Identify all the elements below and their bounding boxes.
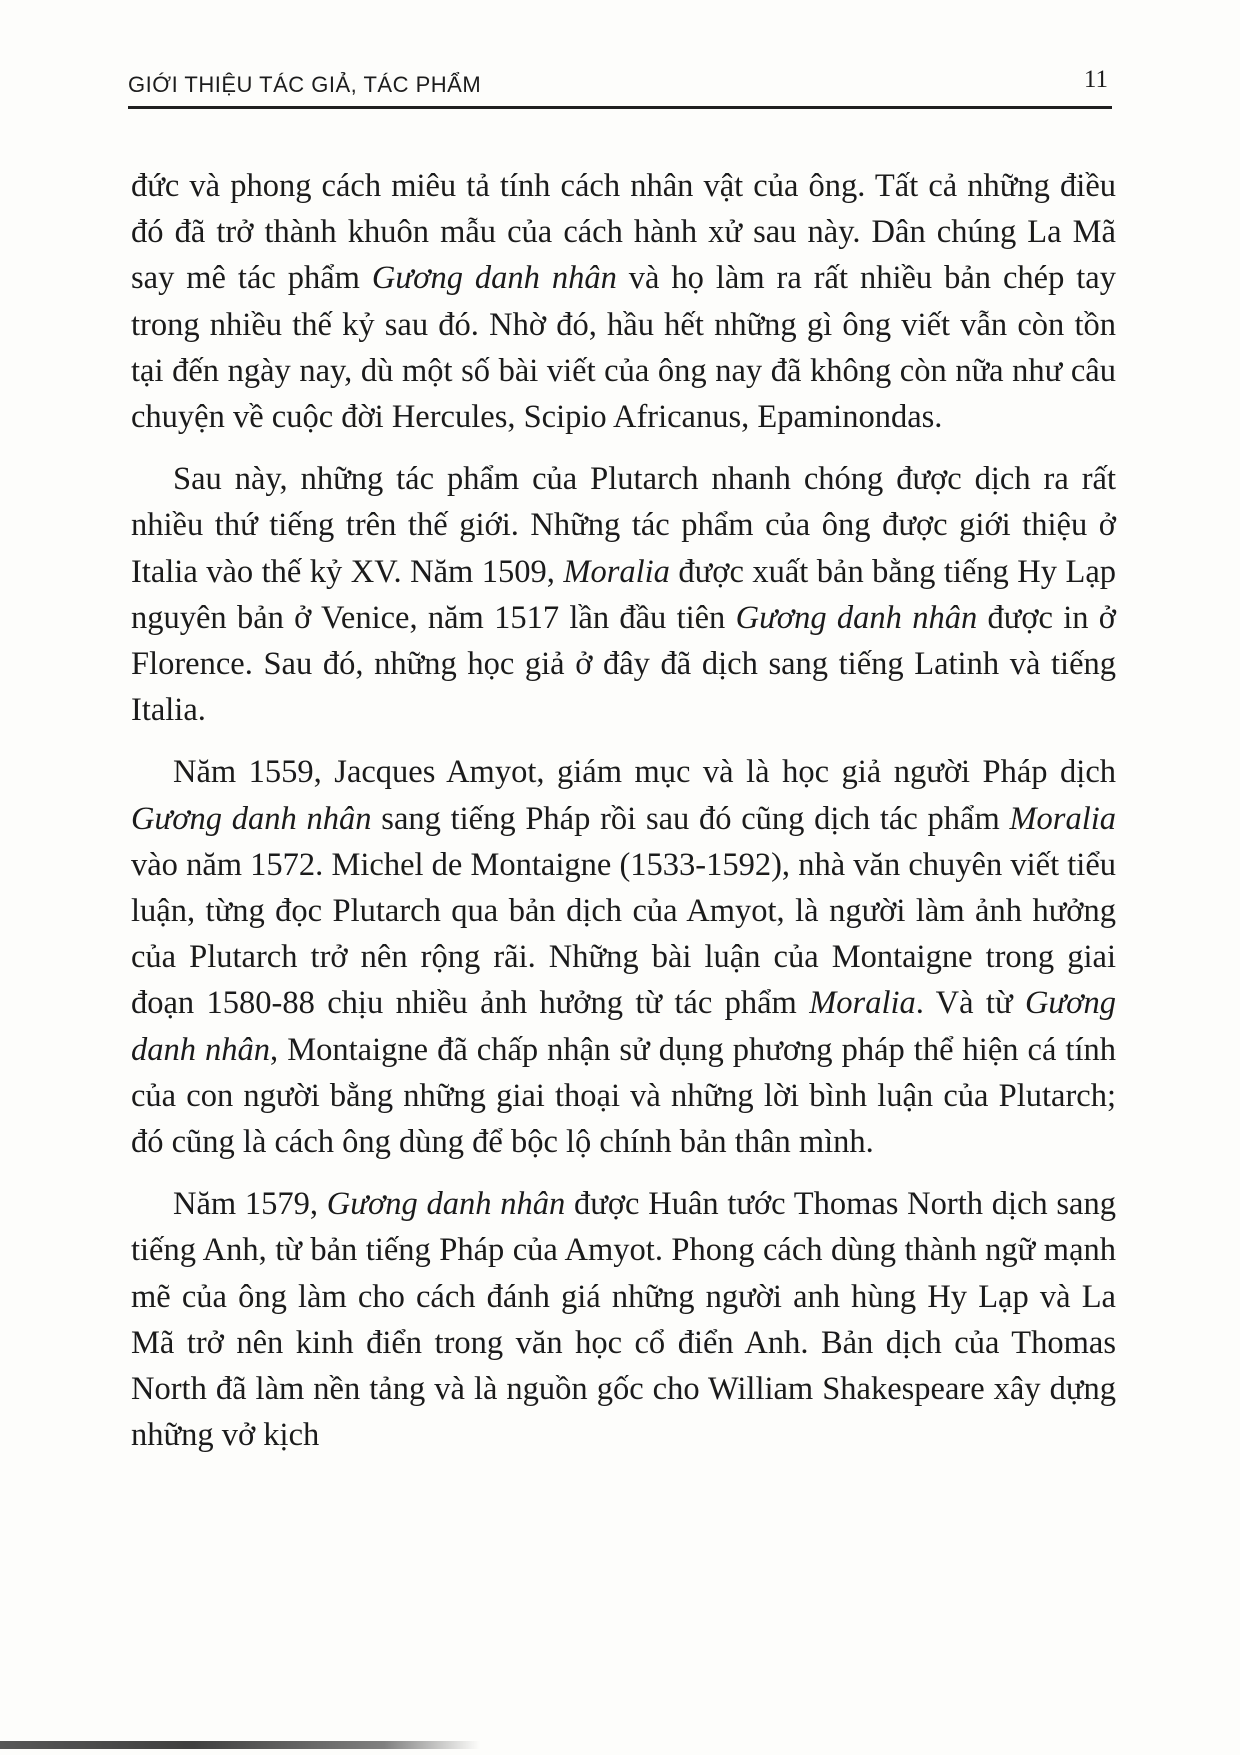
body-text: [131, 163, 1116, 1474]
text-run: và họ làm ra rất nhiều bản chép tay trong nhiều thế kỷ sau đó. Nhờ đó, hầu hết những gì ông viết vẫn còn tồn tại đến ngày nay, dù một số bài viết của ông nay đã không còn nữa như câu chuyện về cuộc đời Hercules, Scipio Africanus, Epaminondas.: [131, 260, 1116, 436]
text-run: được Huân tước Thomas North dịch sang tiếng Anh, từ bản tiếng Pháp của Amyot. Phong cách dùng thành ngữ mạnh mẽ của ông làm cho cách đánh giá những người anh hùng Hy Lạp và La Mã trở nên kinh điển trong văn học cổ điển Anh. Bản dịch của Thomas North đã làm nền tảng và là nguồn gốc cho William Shakespeare xây dựng những vở kịch: [131, 1186, 1116, 1454]
paragraph: [131, 749, 1116, 1165]
italic-title: Gương danh nhân: [326, 1186, 566, 1223]
italic-title: Moralia: [809, 985, 916, 1022]
text-run: . Và từ: [915, 985, 1025, 1022]
running-header: [128, 66, 1112, 106]
paragraph: [131, 1181, 1116, 1458]
paragraph: [131, 163, 1116, 440]
text-run: vào năm 1572. Michel de Montaigne (1533-1592), nhà văn chuyên viết tiểu luận, từng đọc Plutarch qua bản dịch của Amyot, là người làm ảnh hưởng của Plutarch trở nên rộng rãi. Những bài luận của Montaigne trong giai đoạn 1580-88 chịu nhiều ảnh hưởng từ tác phẩm: [131, 846, 1116, 1022]
text-run: Năm 1559, Jacques Amyot, giám mục và là học giả người Pháp dịch: [173, 754, 1116, 791]
paragraph: [131, 456, 1116, 733]
text-run: được xuất bản bằng tiếng Hy Lạp nguyên bản ở Venice, năm 1517 lần đầu tiên: [131, 553, 1116, 636]
text-run: sang tiếng Pháp rồi sau đó cũng dịch tác phẩm: [371, 800, 1010, 837]
text-run: được in ở Florence. Sau đó, những học giả ở đây đã dịch sang tiếng Latinh và tiếng Italia.: [131, 599, 1116, 729]
italic-title: Gương danh nhân: [131, 800, 372, 837]
text-run: đức và phong cách miêu tả tính cách nhân vật của ông. Tất cả những điều đó đã trở thành khuôn mẫu của cách hành xử sau này. Dân chúng La Mã say mê tác phẩm: [131, 168, 1116, 297]
running-header-title: GIỚI THIỆU TÁC GIẢ, TÁC PHẨM: [128, 72, 482, 97]
header-rule: [128, 106, 1112, 109]
italic-title: Gương danh nhân: [131, 985, 1116, 1068]
italic-title: Moralia: [563, 553, 670, 590]
text-run: Năm 1579,: [173, 1186, 327, 1223]
text-run: Sau này, những tác phẩm của Plutarch nhanh chóng được dịch ra rất nhiều thứ tiếng trên thế giới. Những tác phẩm của ông được giới thiệu ở Italia vào thế kỷ XV. Năm 1509,: [131, 461, 1116, 590]
italic-title: Gương danh nhân: [735, 599, 978, 636]
italic-title: Gương danh nhân: [371, 260, 617, 297]
italic-title: Moralia: [1009, 800, 1116, 837]
page-number: 11: [1083, 66, 1108, 93]
text-run: , Montaigne đã chấp nhận sử dụng phương pháp thể hiện cá tính của con người bằng những giai thoại và những lời bình luận của Plutarch; đó cũng là cách ông dùng để bộc lộ chính bản thân mình.: [131, 1031, 1116, 1161]
scan-edge-shadow: [0, 1741, 480, 1749]
